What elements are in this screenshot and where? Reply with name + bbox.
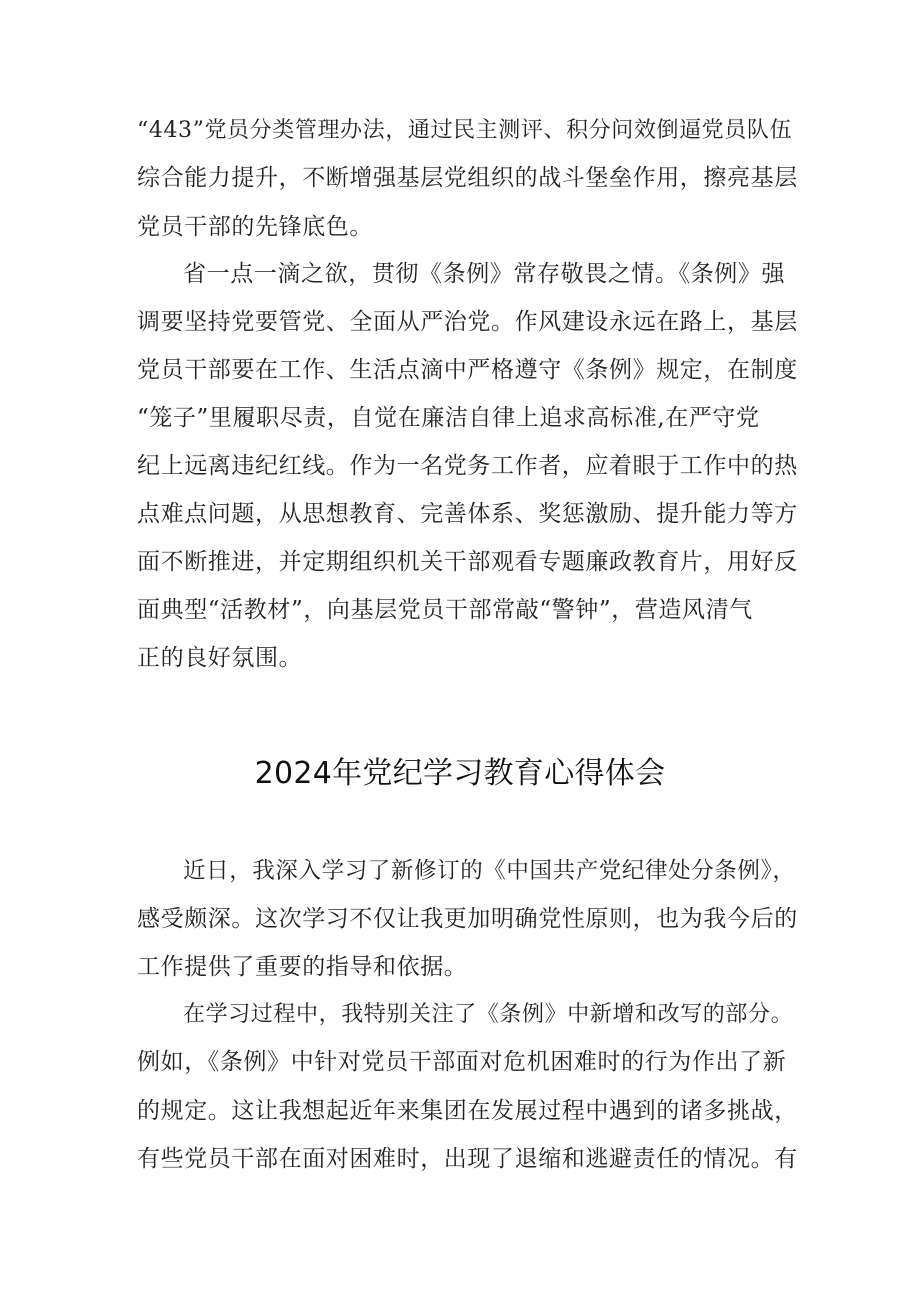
text-line: “443”党员分类管理办法，通过民主测评、积分问效倒逼党员队伍 — [137, 118, 793, 143]
text-line: 点难点问题，从思想教育、完善体系、奖惩激励、提升能力等方 — [137, 501, 798, 527]
text-line: 工作提供了重要的指导和依据。 — [137, 954, 468, 980]
text-line: 面典型“活教材”，向基层党员干部常敲“警钟”，营造风清气 — [137, 597, 753, 623]
text-line: 近日，我深入学习了新修订的《中国共产党纪律处分条例》， — [183, 858, 796, 884]
text-line: 的规定。这让我想起近年来集团在发展过程中遇到的诸多挑战， — [137, 1098, 798, 1124]
text-line: 调要坚持党要管党、全面从严治党。作风建设永远在路上，基层 — [137, 309, 798, 335]
article-title: 2024年党纪学习教育心得体会 — [254, 756, 666, 791]
text-line: 党员干部的先锋底色。 — [137, 214, 373, 240]
text-line: 面不断推进，并定期组织机关干部观看专题廉政教育片，用好反 — [137, 549, 798, 575]
text-line: 有些党员干部在面对困难时，出现了退缩和逃避责任的情况。有 — [137, 1146, 798, 1172]
text-line: 纪上远离违纪红线。作为一名党务工作者，应着眼于工作中的热 — [137, 453, 798, 479]
text-line: 党员干部要在工作、生活点滴中严格遵守《条例》规定，在制度 — [137, 357, 798, 383]
text-line: 感受颇深。这次学习不仅让我更加明确党性原则，也为我今后的 — [137, 906, 798, 932]
text-line: 综合能力提升，不断增强基层党组织的战斗堡垒作用，擦亮基层 — [137, 165, 798, 191]
text-line: 在学习过程中，我特别关注了《条例》中新增和改写的部分。 — [183, 1002, 794, 1027]
text-line: 正的良好氛围。 — [137, 645, 303, 671]
text-line: 例如，《条例》中针对党员干部面对危机困难时的行为作出了新 — [137, 1049, 787, 1075]
text-line: 省一点一滴之欲，贯彻《条例》常存敬畏之情。《条例》强 — [183, 261, 786, 287]
text-line: “笼子”里履职尽责，自觉在廉洁自律上追求高标准,在严守党 — [137, 405, 760, 431]
